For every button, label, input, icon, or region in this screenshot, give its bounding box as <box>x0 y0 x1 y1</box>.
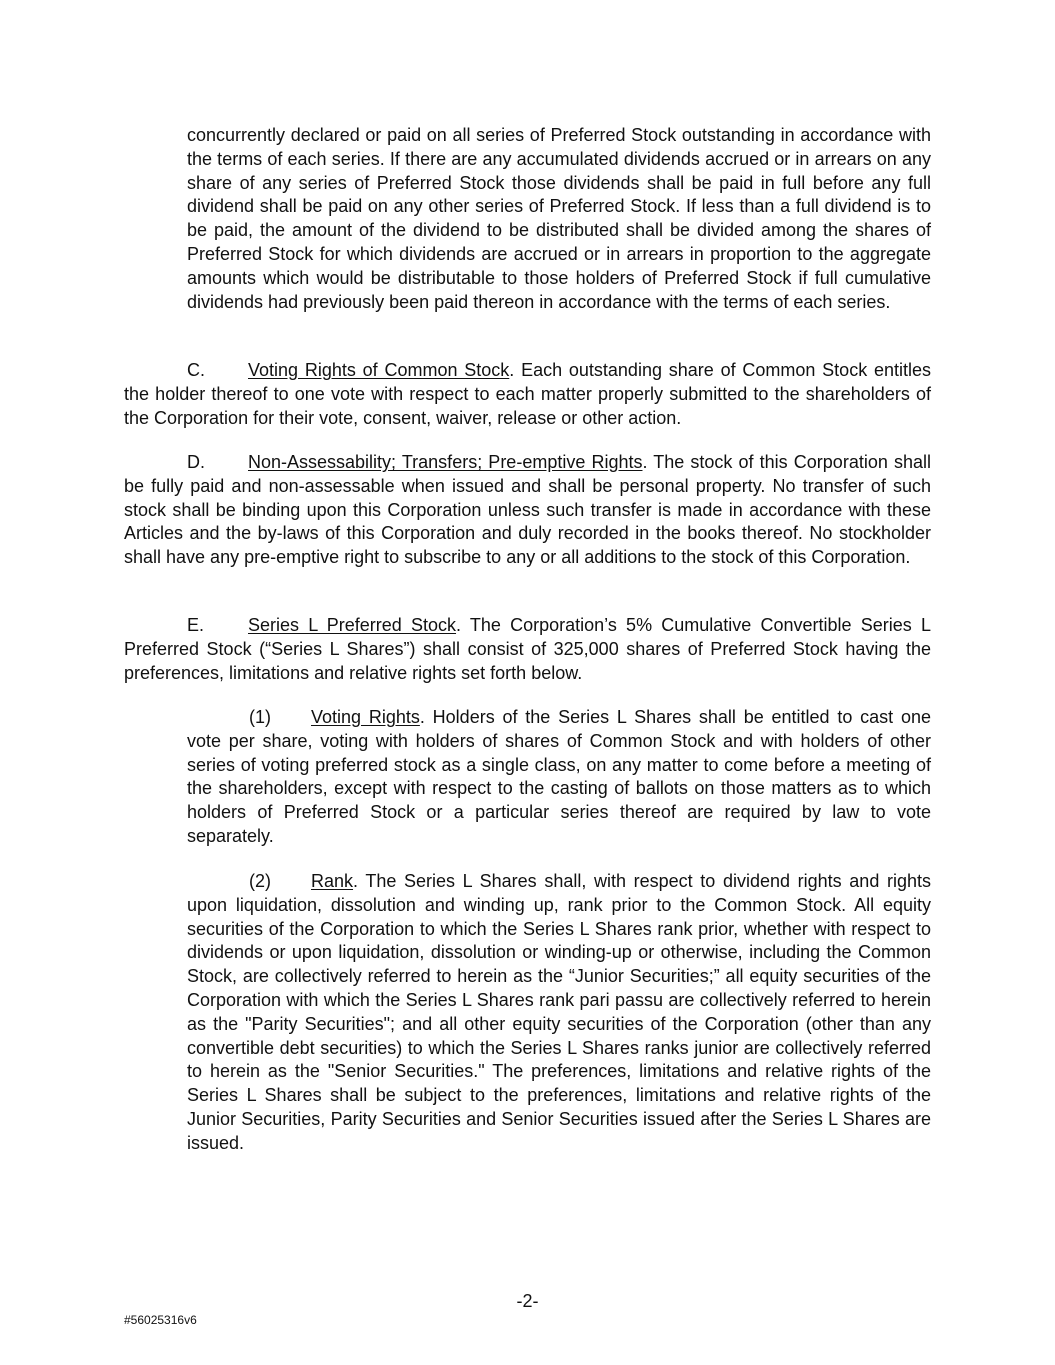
subsection-2-body: . The Series L Shares shall, with respect to dividend rights and rights upon liquidation, dissolution and winding up, rank prior to the Common Stock. All equity securities of the Corporation to which the Series L Shares rank prior, whether with respect to dividends or upon liquidation, dissolution or winding-up or otherwise, including the Common Stock, are collectively referred to herein as the “Junior Securities;” all equity securities of the Corporation with which the Series L Shares rank pari passu are collectively referred to herein as the "Parity Securities"; and all other equity securities of the Corporation (other than any convertible debt securities) to which the Series L Shares ranks junior are collectively referred to herein as the "Senior Securities." The preferences, limitations and relative rights of the Series L Shares shall be subject to the preferences, limitations and relative rights of the Junior Securities, Parity Securities and Senior Securities issued after the Series L Shares are issued. <box>187 871 931 1153</box>
subsection-1-marker: (1) <box>249 707 271 727</box>
section-e-heading: Series L Preferred Stock <box>248 615 457 635</box>
section-d-heading: Non-Assessability; Transfers; Pre-emptive Rights <box>248 452 643 472</box>
section-e-marker: E. <box>187 615 205 635</box>
section-e-paragraph <box>124 614 931 685</box>
section-c-heading: Voting Rights of Common Stock <box>248 360 510 380</box>
subsection-1-body: . Holders of the Series L Shares shall be entitled to cast one vote per share, voting with holders of shares of Common Stock and with holders of other series of voting preferred stock as a single class, on any matter to come before a meeting of the shareholders, except with respect to the casting of ballots on those matters as to which holders of Preferred Stock or a particular series thereof are required by law to vote separately. <box>187 707 932 846</box>
section-c-marker: C. <box>187 360 205 380</box>
page-number: -2- <box>516 1291 539 1311</box>
document-id: #56025316v6 <box>124 1313 197 1327</box>
subsection-2-heading: Rank <box>311 871 354 891</box>
section-e-body: . The Corporation’s 5% Cumulative Convertible Series L Preferred Stock (“Series L Shares”) shall consist of 325,000 shares of Preferred Stock having the preferences, limitations and relative rights set forth below. <box>124 615 931 683</box>
section-c-body: . Each outstanding share of Common Stock entitles the holder thereof to one vote with respect to each matter properly submitted to the shareholders of the Corporation for their vote, consent, waiver, release or other action. <box>124 360 932 428</box>
subsection-1-paragraph <box>187 706 931 849</box>
section-d-marker: D. <box>187 452 205 472</box>
subsection-1-heading: Voting Rights <box>311 707 420 727</box>
intro-paragraph: concurrently declared or paid on all series of Preferred Stock outstanding in accordance with the terms of each series. If there are any accumulated dividends accrued or in arrears on any share of any series of Preferred Stock those dividends shall be paid in full before any full dividend shall be paid on any other series of Preferred Stock. If less than a full dividend is to be paid, the amount of the dividend to be distributed shall be divided among the shares of Preferred Stock for which dividends are accrued or in arrears in proportion to the aggregate amounts which would be distributable to those holders of Preferred Stock if full cumulative dividends had previously been paid thereon in accordance with the terms of each series. <box>187 125 931 312</box>
section-c-paragraph <box>124 359 931 430</box>
section-d-paragraph <box>124 451 931 570</box>
subsection-2-paragraph <box>187 870 931 1156</box>
section-d-body: . The stock of this Corporation shall be fully paid and non-assessable when issued and shall be personal property. No transfer of such stock shall be binding upon this Corporation unless such transfer is made in accordance with these Articles and the by-laws of this Corporation and duly recorded in the books thereof. No stockholder shall have any pre-emptive right to subscribe to any or all additions to the stock of this Corporation. <box>124 452 931 568</box>
subsection-2-marker: (2) <box>249 871 271 891</box>
